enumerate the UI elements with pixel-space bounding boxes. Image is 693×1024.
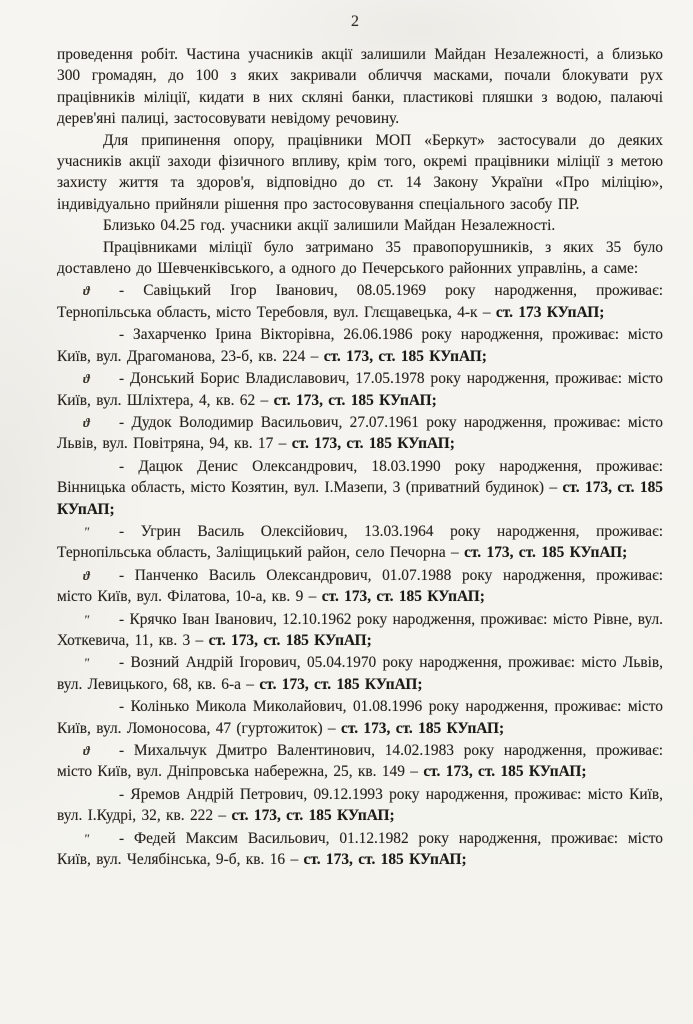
pen-mark-icon: ϑ <box>83 283 90 299</box>
detainee-item <box>57 696 663 739</box>
detainee-articles: ст. 173, ст. 185 КУпАП; <box>291 435 455 453</box>
detainee-item <box>57 324 663 367</box>
detainee-text: - Михальчук Дмитро Валентинович, 14.02.1983 року народження, проживає: місто Київ, вул. Дніпровська набережна, 25, кв. 149 – <box>57 742 663 781</box>
detainee-text: - Донський Борис Владиславович, 17.05.1978 року народження, проживає: місто Київ, вул. Шліхтера, 4, кв. 62 – <box>57 370 663 409</box>
detainee-articles: ст. 173, ст. 185 КУпАП; <box>57 479 663 518</box>
detainee-articles: ст. 173 КУпАП; <box>495 303 605 321</box>
detainee-articles: ст. 173, ст. 185 КУпАП; <box>259 675 423 693</box>
detainee-item <box>57 565 663 608</box>
detainee-text: - Дудок Володимир Васильович, 27.07.1961 року народження, проживає: місто Львів, вул. Повітряна, 94, кв. 17 – <box>57 413 663 453</box>
detainee-text: - Захарченко Ірина Вікторівна, 26.06.1986 року народження, проживає: місто Київ, вул. Драгоманова, 23-б, кв. 224 – <box>57 326 663 365</box>
detainee-articles: ст. 173, ст. 185 КУпАП; <box>273 391 437 409</box>
pen-mark-icon: ʺ <box>83 611 91 627</box>
detainee-articles: ст. 173, ст. 185 КУпАП; <box>423 763 587 781</box>
paragraph-berkut: Для припинення опору, працівники МОП «Беркут» застосували до деяких учасників акції заходи фізичного впливу, крім того, окремі працівники міліції з метою захисту життя та здоров'я, відповідно до ст. 14 Закону України «Про міліцію», індивідуально прийняли рішення про застосовування спеціального засобу ПР. <box>57 131 663 213</box>
pen-mark-icon: ϑ <box>83 743 90 758</box>
pen-mark-icon: ʺ <box>83 523 91 539</box>
detainee-item <box>57 521 663 564</box>
detainee-item <box>57 828 663 871</box>
detainee-text: - Угрин Василь Олексійович, 13.03.1964 року народження, проживає: Тернопільська область, Заліщицький район, село Печорна – <box>57 522 663 562</box>
page-number: 2 <box>351 13 359 30</box>
detainee-item <box>57 280 663 323</box>
detainee-item <box>57 652 663 695</box>
detainee-text: - Федей Максим Васильович, 01.12.1982 року народження, проживає: місто Київ, вул. Челябінська, 9-б, кв. 16 – <box>57 829 663 869</box>
pen-mark-icon: ʺ <box>83 655 91 671</box>
detainee-articles: ст. 173, ст. 185 КУпАП; <box>323 347 487 365</box>
detainee-articles: ст. 173, ст. 185 КУпАП; <box>464 544 628 562</box>
detainee-item <box>57 740 663 783</box>
pen-mark-icon: ʺ <box>83 830 91 846</box>
detainee-articles: ст. 173, ст. 185 КУпАП; <box>303 851 467 869</box>
detainee-text: - Дацюк Денис Олександрович, 18.03.1990 року народження, проживає: Вінницька область, місто Козятин, вул. І.Мазепи, 3 (приватний будинок) – <box>57 457 663 497</box>
pen-mark-icon: ϑ <box>83 567 90 583</box>
detainee-text: - Панченко Василь Олександрович, 01.07.1988 року народження, проживає: місто Київ, вул. Філатова, 10-а, кв. 9 – <box>57 566 663 606</box>
detainee-item <box>57 368 663 411</box>
detainee-item <box>57 412 663 455</box>
detainee-item <box>57 784 663 827</box>
detainee-item <box>57 609 663 652</box>
detainee-text: - Колінько Микола Миколайович, 01.08.1996 року народження, проживає: місто Київ, вул. Ломоносова, 47 (гуртожиток) – <box>57 698 663 737</box>
detainee-text: - Возний Андрій Ігорович, 05.04.1970 року народження, проживає: місто Львів, вул. Левицького, 68, кв. 6-а – <box>57 654 663 693</box>
paragraph-continuation: проведення робіт. Частина учасників акції залишили Майдан Незалежності, а близько 300 громадян, до 100 з яких закривали обличчя масками, почали блокувати рух працівників міліції, кидати в них скляні банки, пластикові пляшки з водою, палаючі дерев'яні палиці, застосовувати невідому речовину. <box>57 46 663 128</box>
detainee-text: - Яремов Андрій Петрович, 09.12.1993 року народження, проживає: місто Київ, вул. І.Кудрі, 32, кв. 222 – <box>57 785 663 825</box>
paragraph-time: Близько 04.25 год. учасники акції залишили Майдан Незалежності. <box>103 217 556 235</box>
detainee-text: - Крячко Іван Іванович, 12.10.1962 року народження, проживає: місто Рівне, вул. Хоткевича, 11, кв. 3 – <box>57 610 663 649</box>
detainee-articles: ст. 173, ст. 185 КУпАП; <box>208 631 372 649</box>
detainee-articles: ст. 173, ст. 185 КУпАП; <box>340 719 505 737</box>
pen-mark-icon: ϑ <box>83 371 90 387</box>
detainee-articles: ст. 173, ст. 185 КУпАП; <box>321 588 485 606</box>
detainee-text: - Савіцький Ігор Іванович, 08.05.1969 року народження, проживає: Тернопільська область, місто Теребовля, вул. Глєщавецька, 4-к – <box>57 282 663 321</box>
pen-mark-icon: ϑ <box>83 414 90 430</box>
paragraph-detained-summary: Працівниками міліції було затримано 35 правопорушників, з яких 35 було доставлено до Шевченківського, а одного до Печерського районних управлінь, а саме: <box>57 238 663 278</box>
detainee-articles: ст. 173, ст. 185 КУпАП; <box>231 807 395 825</box>
detainee-item <box>57 456 663 520</box>
